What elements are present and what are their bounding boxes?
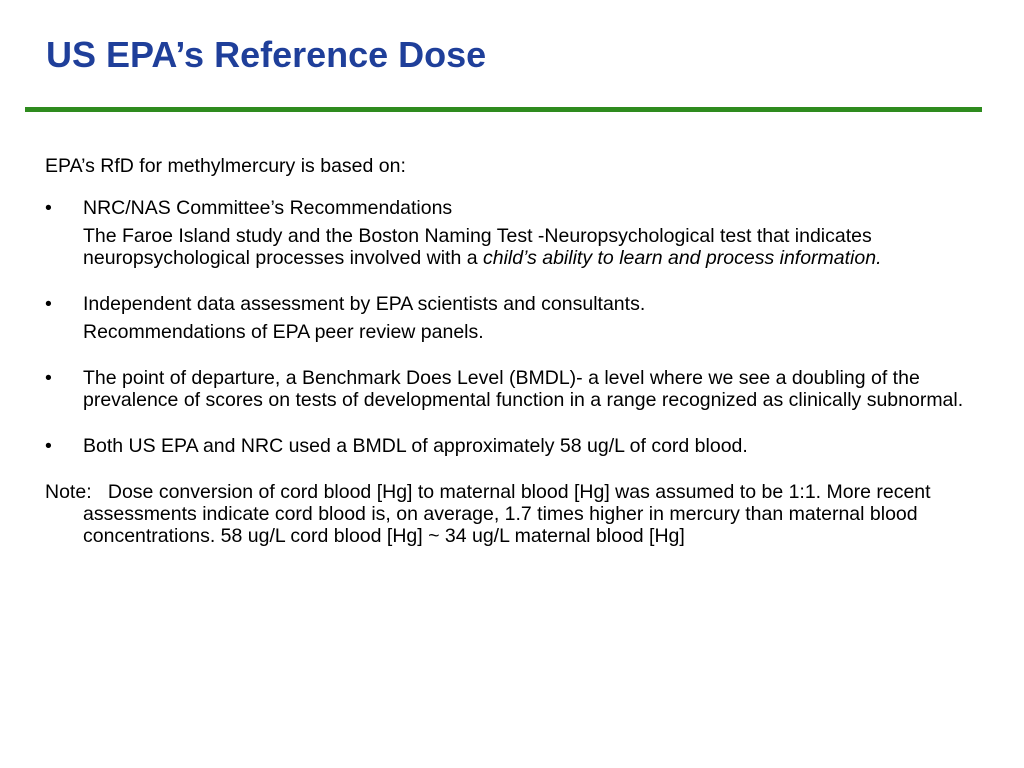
bullet-item xyxy=(45,197,985,269)
note-part-b: assessments indicate cord blood is, on average, 1.7 times higher in mercury than maternal blood concentrations. 58 ug/L cord blood [Hg] ~ 34 ug/L maternal blood [Hg] xyxy=(83,503,918,547)
bullet-marker: • xyxy=(45,293,52,315)
bullet-detail-text: The Faroe Island study and the Boston Naming Test -Neuropsychological test that indicates neuropsychological processes involved with a xyxy=(83,225,872,269)
note-text xyxy=(45,481,985,547)
title-divider xyxy=(25,107,982,112)
note-line-1: Dose conversion of cord blood [Hg] to maternal blood [Hg] was assumed to be 1:1. xyxy=(107,481,822,503)
intro-text: EPA’s RfD for methylmercury is based on: xyxy=(45,155,406,177)
slide-body xyxy=(45,155,985,547)
bullet-marker: • xyxy=(45,197,52,219)
bullet-detail-emphasis: child’s ability to learn and process information. xyxy=(482,247,882,269)
bullet-item xyxy=(45,293,985,343)
bullet-detail xyxy=(83,225,985,269)
bullet-item xyxy=(45,435,985,457)
bullet-heading: NRC/NAS Committee’s Recommendations xyxy=(83,197,453,219)
bullet-heading: Independent data assessment by EPA scientists and consultants. xyxy=(83,293,646,315)
bullet-marker: • xyxy=(45,367,52,389)
bullet-item xyxy=(45,367,985,411)
slide-title: US EPA’s Reference Dose xyxy=(46,34,487,75)
note-prefix: Note: xyxy=(45,481,92,503)
note-part-a: More recent xyxy=(826,481,931,503)
bullet-heading: The point of departure, a Benchmark Does Level (BMDL)- a level where we see a doubling of the prevalence of scores on tests of developmental function in a range recognized as clinically subnormal. xyxy=(83,367,964,411)
bullet-detail: Recommendations of EPA peer review panels. xyxy=(83,321,484,343)
bullet-marker: • xyxy=(45,435,52,457)
bullet-heading: Both US EPA and NRC used a BMDL of approximately 58 ug/L of cord blood. xyxy=(83,435,748,457)
note-block xyxy=(45,481,985,547)
